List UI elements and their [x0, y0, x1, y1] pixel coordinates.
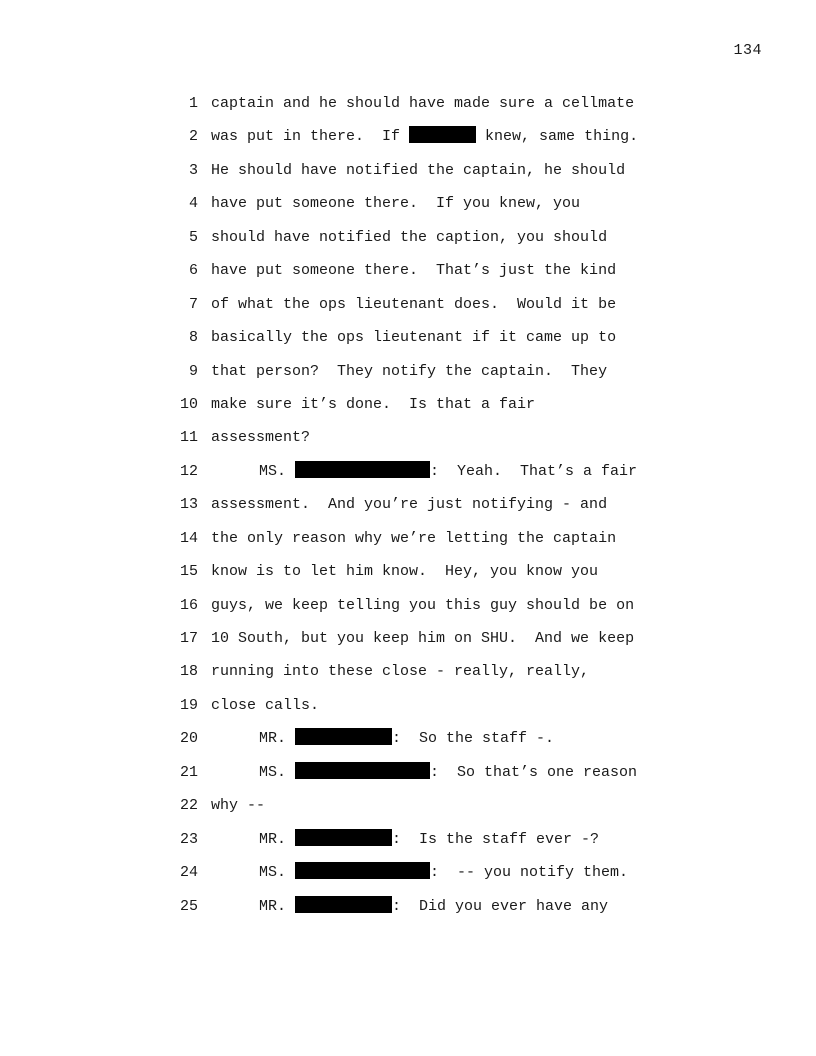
- transcript-line: [170, 695, 730, 728]
- line-number: 9: [188, 362, 198, 380]
- line-text: why --: [211, 797, 266, 815]
- redaction-bar: [295, 896, 392, 913]
- line-text: the only reason why we’re letting the captain: [211, 529, 617, 547]
- line-number: 14: [179, 529, 198, 547]
- line-text: assessment?: [211, 429, 311, 447]
- transcript-line: [170, 829, 730, 862]
- line-text: [211, 896, 608, 917]
- transcript-line: [170, 762, 730, 795]
- line-text: have put someone there. That’s just the kind: [211, 262, 617, 280]
- line-number: 13: [179, 496, 198, 514]
- transcript-line: [170, 394, 730, 427]
- line-text: close calls.: [211, 696, 320, 714]
- transcript-line: [170, 93, 730, 126]
- line-number: 16: [179, 596, 198, 614]
- line-number: 10: [179, 395, 198, 413]
- speaker-label: MS.: [259, 462, 296, 480]
- transcript-line: [170, 427, 730, 460]
- line-number: 19: [179, 696, 198, 714]
- line-number: 12: [179, 462, 198, 480]
- line-number: 15: [179, 563, 198, 581]
- line-text-after: : -- you notify them.: [430, 864, 629, 882]
- transcript-line: [170, 795, 730, 828]
- line-number: 25: [179, 897, 198, 915]
- speaker-label: MR.: [259, 830, 296, 848]
- line-number: 20: [179, 730, 198, 748]
- line-text: of what the ops lieutenant does. Would it be: [211, 295, 617, 313]
- line-text: [211, 829, 599, 850]
- line-text: have put someone there. If you knew, you: [211, 195, 581, 213]
- speaker-label: MS.: [259, 763, 296, 781]
- line-number: 3: [188, 161, 198, 179]
- line-text-after: : Is the staff ever -?: [392, 830, 600, 848]
- line-number: 22: [179, 797, 198, 815]
- line-number: 18: [179, 663, 198, 681]
- transcript-line: [170, 227, 730, 260]
- redaction-bar: [295, 728, 392, 745]
- line-number: 1: [188, 95, 198, 112]
- line-text: 10 South, but you keep him on SHU. And we keep: [211, 630, 635, 647]
- transcript-line: [170, 862, 730, 895]
- transcript-line: [170, 595, 730, 628]
- redaction-bar: [295, 829, 392, 846]
- line-text-after: : So the staff -.: [392, 730, 555, 748]
- line-text-after: : Yeah. That’s a fair: [430, 462, 638, 480]
- transcript-line: [170, 193, 730, 226]
- speaker-label: MR.: [259, 730, 296, 748]
- line-number: 6: [188, 262, 198, 280]
- line-text: captain and he should have made sure a cellmate: [211, 95, 635, 112]
- line-number: 17: [179, 630, 198, 647]
- line-text-after: : Did you ever have any: [392, 897, 609, 915]
- line-number: 2: [188, 128, 198, 146]
- line-text: guys, we keep telling you this guy should be on: [211, 596, 635, 614]
- transcript-line: [170, 294, 730, 327]
- redaction-bar: [295, 461, 430, 478]
- line-text: that person? They notify the captain. They: [211, 362, 608, 380]
- page-number: 134: [733, 42, 762, 59]
- transcript-line: [170, 728, 730, 761]
- line-text: assessment. And you’re just notifying - and: [211, 496, 608, 514]
- redaction-bar: [295, 862, 430, 879]
- transcript-line: [170, 260, 730, 293]
- line-number: 4: [188, 195, 198, 213]
- line-number: 11: [179, 429, 198, 447]
- line-text: [211, 762, 637, 783]
- transcript-line: [170, 494, 730, 527]
- transcript-line: [170, 126, 730, 159]
- line-text: He should have notified the captain, he should: [211, 161, 626, 179]
- speaker-label: MR.: [259, 897, 296, 915]
- line-number: 23: [179, 830, 198, 848]
- redaction-bar: [409, 126, 476, 143]
- line-number: 5: [188, 228, 198, 246]
- line-text: [211, 862, 628, 883]
- line-text: [211, 461, 637, 482]
- line-number: 21: [179, 763, 198, 781]
- transcript-line: [170, 561, 730, 594]
- speaker-label: MS.: [259, 864, 296, 882]
- line-text: running into these close - really, really,: [211, 663, 590, 681]
- transcript-line: [170, 628, 730, 661]
- line-text: [211, 126, 638, 147]
- transcript-line: [170, 361, 730, 394]
- line-number: 24: [179, 864, 198, 882]
- line-text-after: knew, same thing.: [476, 128, 639, 146]
- line-text: basically the ops lieutenant if it came up to: [211, 329, 617, 347]
- line-text: make sure it’s done. Is that a fair: [211, 395, 536, 413]
- line-text: should have notified the caption, you should: [211, 228, 608, 246]
- line-text-after: : So that’s one reason: [430, 763, 638, 781]
- redaction-bar: [295, 762, 430, 779]
- line-number: 7: [188, 295, 198, 313]
- line-text: [211, 728, 554, 749]
- transcript-line: [170, 896, 730, 929]
- line-text: know is to let him know. Hey, you know you: [211, 563, 599, 581]
- transcript-line: [170, 461, 730, 494]
- transcript-line: [170, 661, 730, 694]
- line-text-before: was put in there. If: [211, 128, 410, 146]
- transcript-line: [170, 528, 730, 561]
- transcript-line: [170, 160, 730, 193]
- transcript-line: [170, 327, 730, 360]
- transcript-body: [170, 93, 730, 929]
- line-number: 8: [188, 329, 198, 347]
